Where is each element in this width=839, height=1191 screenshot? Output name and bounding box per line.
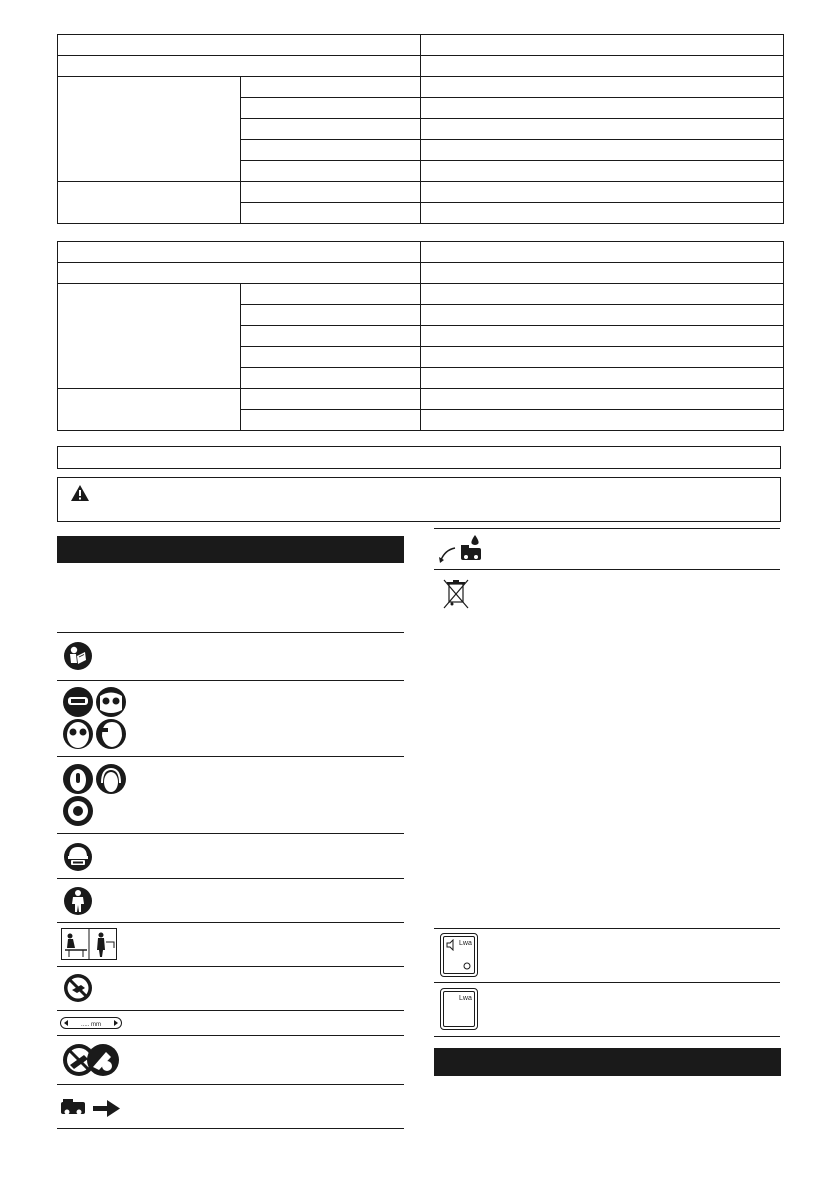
divider (57, 966, 404, 967)
sound-label: Lwa (459, 940, 472, 947)
table-row (58, 242, 784, 263)
divider (434, 569, 780, 570)
divider (57, 1010, 404, 1011)
divider (57, 756, 404, 757)
note-box (57, 446, 781, 469)
divider (434, 1036, 780, 1037)
divider (57, 833, 404, 834)
helmet-icon (63, 842, 93, 872)
table-row (58, 182, 784, 203)
table-row (58, 389, 784, 410)
table-row (58, 263, 784, 284)
divider (434, 982, 780, 983)
table-row (58, 35, 784, 56)
divider (57, 1128, 404, 1129)
divider (57, 922, 404, 923)
table-row (58, 284, 784, 305)
table-row (58, 77, 784, 98)
divider (57, 1084, 404, 1085)
sound-mark-icon (463, 962, 471, 970)
sound-label: Lwa (459, 995, 472, 1002)
section-intro (57, 570, 404, 630)
divider (434, 928, 780, 929)
warning-triangle-icon (70, 484, 90, 502)
section-header-bar (57, 536, 404, 563)
warning-box (57, 477, 781, 522)
chain-direction-icon (61, 1097, 123, 1119)
spec-table-1 (57, 34, 784, 224)
eye-protection-icons (62, 686, 128, 750)
divider (57, 1035, 404, 1036)
crossed-bin-icon (441, 578, 471, 610)
table-row (58, 56, 784, 77)
hearing-protection-icons (62, 763, 128, 827)
protective-clothing-icon (63, 886, 93, 916)
sound-power-level-icon (440, 933, 478, 977)
bar-length-icon (60, 1016, 122, 1030)
divider (434, 528, 780, 529)
kickback-warning-icon (62, 1043, 120, 1077)
section-header-bar-right (434, 1048, 781, 1076)
no-one-hand-icon (63, 973, 93, 1003)
guaranteed-sound-power-icon (440, 988, 478, 1030)
read-manual-icon (63, 641, 93, 671)
hand-position-icon (61, 928, 117, 960)
speaker-icon (446, 939, 456, 951)
chain-oil-icon (439, 534, 483, 564)
divider (57, 632, 404, 633)
divider (57, 878, 404, 879)
spec-table-2 (57, 241, 784, 431)
divider (57, 680, 404, 681)
svg-text:..... mm: ..... mm (81, 1022, 101, 1028)
